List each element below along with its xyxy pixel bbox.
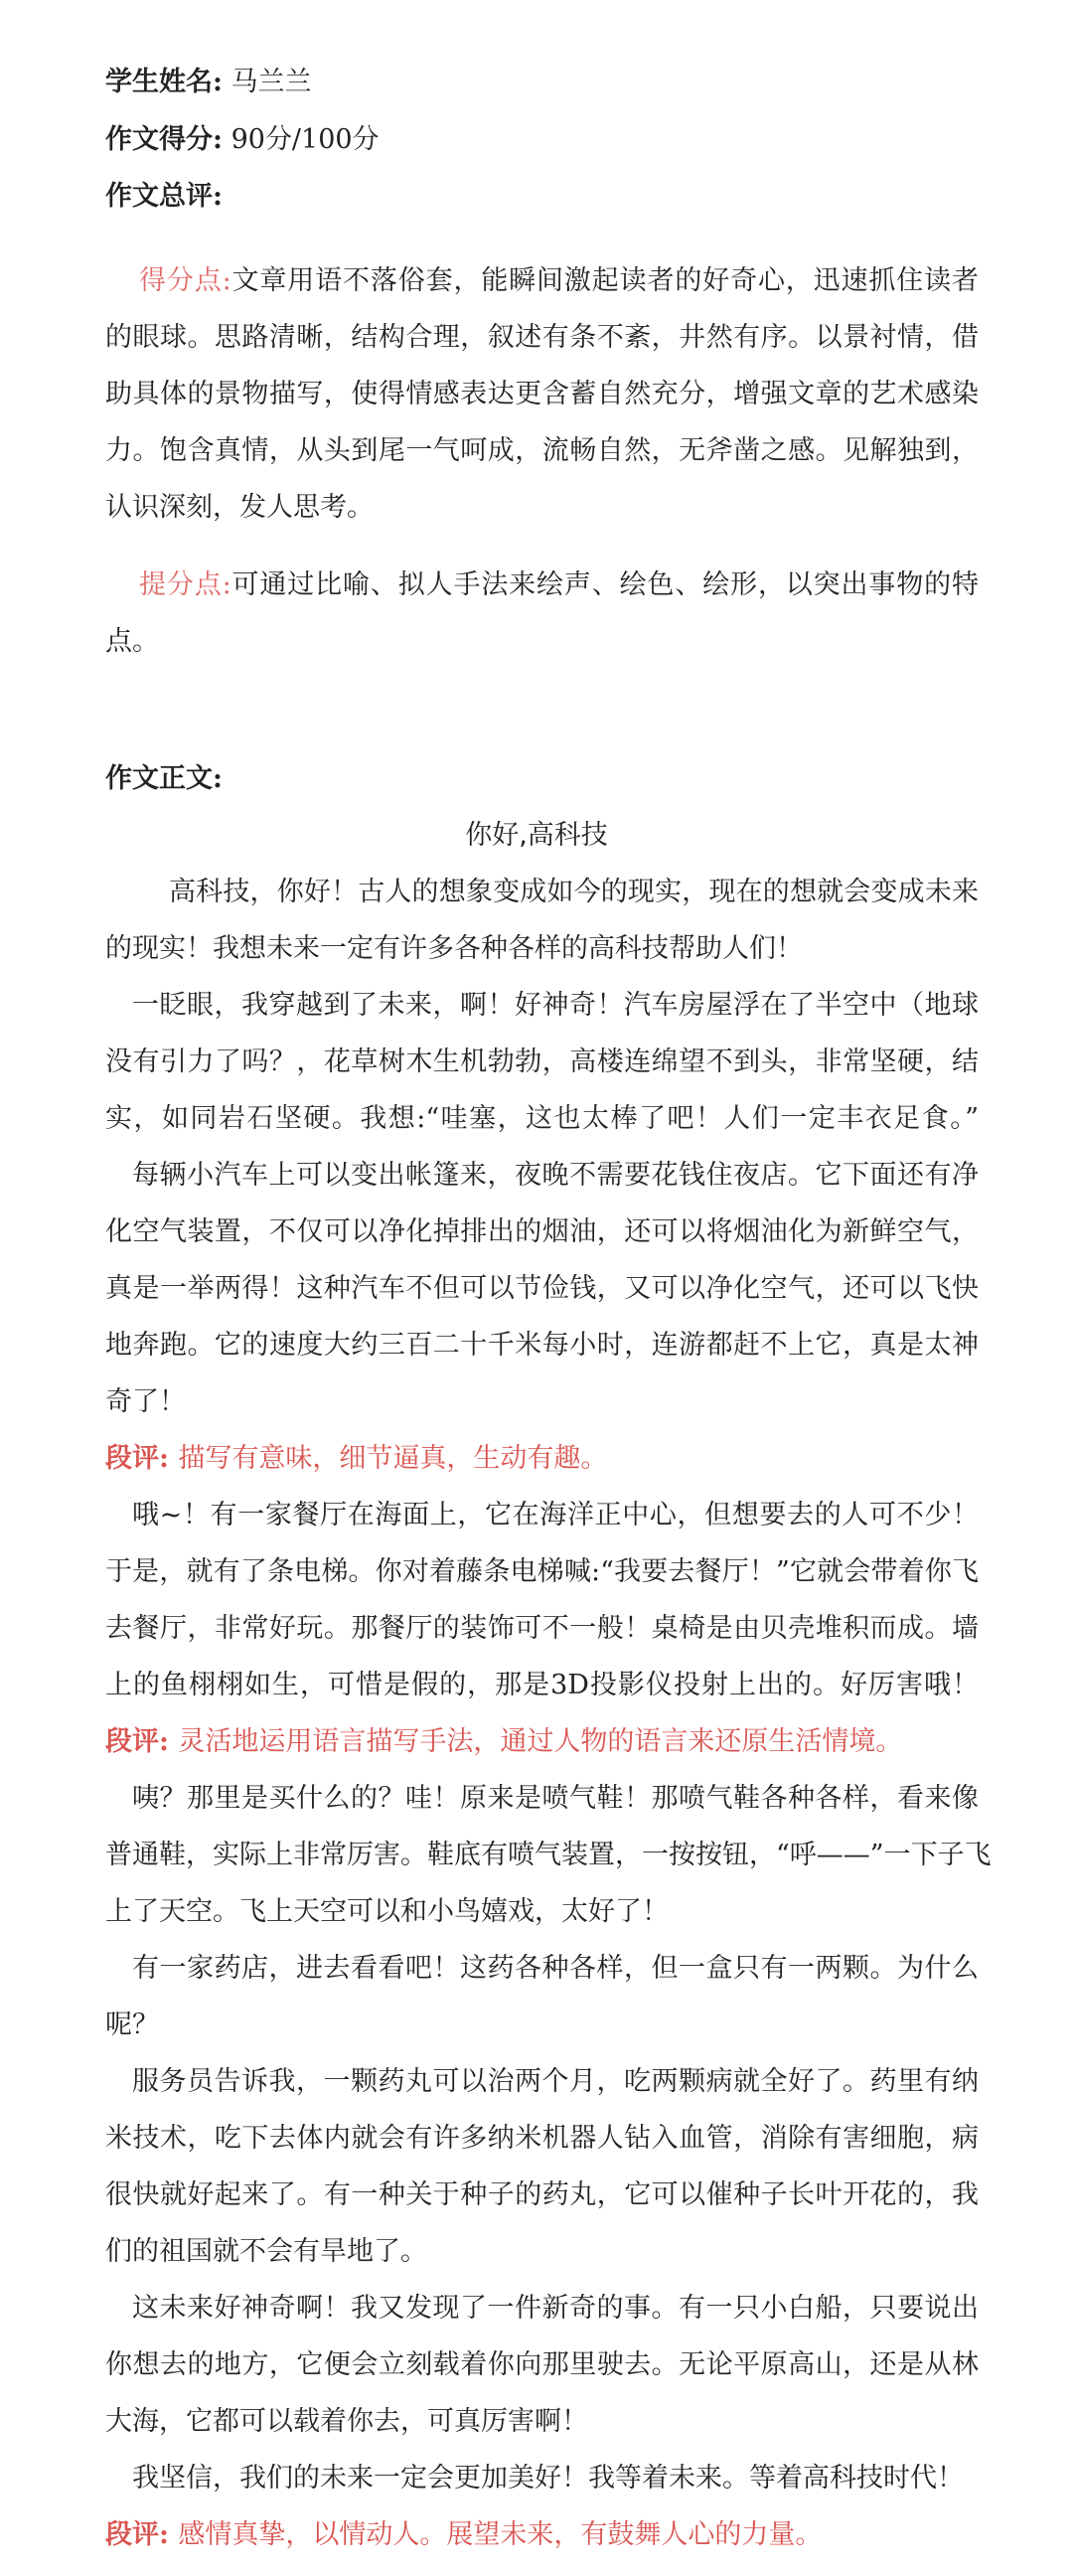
student-name-value: 马兰兰 xyxy=(230,67,312,97)
paragraph-comment-text: 描写有意味，细节逼真，生动有趣。 xyxy=(178,1443,608,1474)
essay-line: 于是，就有了条电梯。你对着藤条电梯喊:“我要去餐厅！”它就会带着你飞 xyxy=(105,1556,979,1587)
merit-label: 得分点: xyxy=(139,265,231,296)
essay-line: 实，如同岩石坚硬。我想:“哇塞，这也太棒了吧！人们一定丰衣足食。” xyxy=(105,1103,979,1134)
essay-heading: 作文正文: xyxy=(105,763,223,794)
essay-line: 上的鱼栩栩如生，可惜是假的，那是3D投影仪投射上出的。好厉害哦！ xyxy=(105,1670,979,1700)
improve-line-1: 提分点:可通过比喻、拟人手法来绘声、绘色、绘形，以突出事物的特 xyxy=(139,569,979,600)
paragraph-comment-text: 感情真挚，以情动人。展望未来，有鼓舞人心的力量。 xyxy=(178,2519,823,2550)
paragraph-comment-text: 灵活地运用语言描写手法，通过人物的语言来还原生活情境。 xyxy=(178,1726,903,1757)
merit-line-2: 的眼球。思路清晰，结构合理，叙述有条不紊，井然有序。以景衬情，借 xyxy=(105,322,979,353)
review-heading: 作文总评: xyxy=(105,181,223,212)
merit-line-1: 得分点:文章用语不落俗套，能瞬间激起读者的好奇心，迅速抓住读者 xyxy=(139,265,979,296)
score-value: 90分/100分 xyxy=(230,124,380,155)
essay-line: 化空气装置，不仅可以净化掉排出的烟油，还可以将烟油化为新鲜空气， xyxy=(105,1216,979,1247)
essay-line: 一眨眼，我穿越到了未来，啊！好神奇！汽车房屋浮在了半空中（地球 xyxy=(132,990,979,1021)
essay-line: 的现实！我想未来一定有许多各种各样的高科技帮助人们！ xyxy=(105,933,803,964)
merit-line-5: 认识深刻，发人思考。 xyxy=(105,492,374,523)
essay-line: 没有引力了吗？，花草树木生机勃勃，高楼连绵望不到头，非常坚硬，结 xyxy=(105,1046,979,1077)
improve-label: 提分点: xyxy=(139,569,231,600)
score-label: 作文得分: xyxy=(105,124,223,155)
essay-title: 你好,高科技 xyxy=(465,820,608,851)
paragraph-comment-label: 段评: xyxy=(105,2519,179,2550)
essay-line: 们的祖国就不会有旱地了。 xyxy=(105,2236,427,2267)
improve-line-2: 点。 xyxy=(105,626,159,657)
score-row xyxy=(105,111,979,168)
essay-line: 哦~！有一家餐厅在海面上，它在海洋正中心，但想要去的人可不少！ xyxy=(132,1500,979,1530)
student-name-label: 学生姓名: xyxy=(105,67,223,97)
comment3-row xyxy=(105,2506,979,2563)
essay-line: 服务员告诉我，一颗药丸可以治两个月，吃两颗病就全好了。药里有纳 xyxy=(132,2066,979,2097)
merit-line-3: 助具体的景物描写，使得情感表达更含蓄自然充分，增强文章的艺术感染 xyxy=(105,379,979,409)
comment1-row xyxy=(105,1430,979,1487)
essay-line: 呢？ xyxy=(105,2010,159,2040)
comment2-row xyxy=(105,1713,979,1770)
essay-line: 你想去的地方，它便会立刻载着你向那里驶去。无论平原高山，还是从林 xyxy=(105,2349,979,2380)
essay-line: 上了天空。飞上天空可以和小鸟嬉戏，太好了！ xyxy=(105,1896,669,1927)
essay-line: 咦？那里是买什么的？哇！原来是喷气鞋！那喷气鞋各种各样，看来像 xyxy=(132,1783,979,1814)
essay-line: 有一家药店，进去看看吧！这药各种各样，但一盒只有一两颗。为什么 xyxy=(132,1953,979,1984)
merit-line-4: 力。饱含真情，从头到尾一气呵成，流畅自然，无斧凿之感。见解独到， xyxy=(105,435,979,466)
essay-line: 普通鞋，实际上非常厉害。鞋底有喷气装置，一按按钮，“呼——”一下子飞 xyxy=(105,1840,992,1870)
essay-line: 米技术，吃下去体内就会有许多纳米机器人钻入血管，消除有害细胞，病 xyxy=(105,2123,979,2154)
essay-line: 高科技，你好！古人的想象变成如今的现实，现在的想就会变成未来 xyxy=(169,877,979,907)
essay-line: 很快就好起来了。有一种关于种子的药丸，它可以催种子长叶开花的，我 xyxy=(105,2179,979,2210)
essay-line: 去餐厅，非常好玩。那餐厅的装饰可不一般！桌椅是由贝壳堆积而成。墙 xyxy=(105,1613,979,1644)
essay-line: 真是一举两得！这种汽车不但可以节俭钱，又可以净化空气，还可以飞快 xyxy=(105,1273,979,1304)
essay-line: 地奔跑。它的速度大约三百二十千米每小时，连游都赶不上它，真是太神 xyxy=(105,1330,979,1361)
paragraph-comment-label: 段评: xyxy=(105,1726,179,1757)
essay-line: 每辆小汽车上可以变出帐篷来，夜晚不需要花钱住夜店。它下面还有净 xyxy=(132,1160,979,1191)
essay-line: 奇了！ xyxy=(105,1386,186,1417)
student-name-row xyxy=(105,54,979,110)
essay-line: 我坚信，我们的未来一定会更加美好！我等着未来。等着高科技时代！ xyxy=(132,2463,964,2494)
essay-line: 这未来好神奇啊！我又发现了一件新奇的事。有一只小白船，只要说出 xyxy=(132,2293,979,2324)
essay-line: 大海，它都可以载着你去，可真厉害啊！ xyxy=(105,2406,588,2437)
paragraph-comment-label: 段评: xyxy=(105,1443,179,1474)
